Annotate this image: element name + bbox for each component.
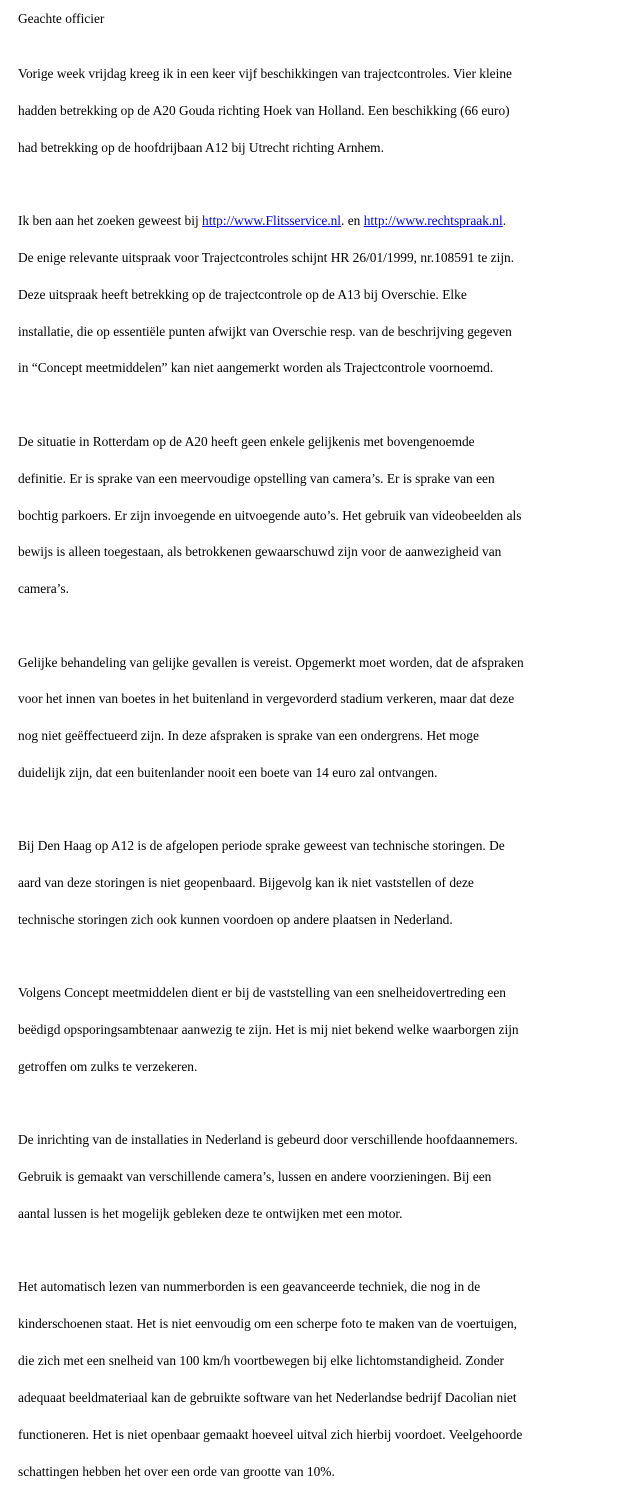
paragraph-line: Deze uitspraak heeft betrekking op de trajectcontrole op de A13 bij Overschie. Elke — [18, 286, 467, 302]
paragraph-line: nog niet geëffectueerd zijn. In deze afspraken is sprake van een ondergrens. Het moge — [18, 728, 479, 744]
rechtspraak-link[interactable]: http://www.rechtspraak.nl — [363, 213, 503, 229]
text-suffix: . — [502, 213, 507, 229]
paragraph-5 — [18, 819, 632, 948]
paragraph-4 — [18, 635, 632, 801]
paragraph-line: voor het innen van boetes in het buitenland in vergevorderd stadium verkeren, maar dat deze — [18, 691, 515, 707]
paragraph-3 — [18, 414, 632, 616]
paragraph-line: De enige relevante uitspraak voor Trajectcontroles schijnt HR 26/01/1999, nr.108591 te zijn. — [18, 250, 515, 266]
paragraph-line-with-links — [18, 212, 632, 230]
paragraph-line: getroffen om zulks te verzekeren. — [18, 1059, 198, 1075]
paragraph-line: functioneren. Het is niet openbaar gemaakt hoeveel uitval zich hierbij voordoet. Veelgehoorde — [18, 1426, 523, 1442]
paragraph-line: Gebruik is gemaakt van verschillende camera’s, lussen en andere voorzieningen. Bij een — [18, 1169, 492, 1185]
paragraph-line: Het automatisch lezen van nummerborden is een geavanceerde techniek, die nog in de — [18, 1279, 481, 1295]
paragraph-line: beëdigd opsporingsambtenaar aanwezig te zijn. Het is mij niet bekend welke waarborgen zijn — [18, 1022, 519, 1038]
paragraph-line: hadden betrekking op de A20 Gouda richting Hoek van Holland. Een beschikking (66 euro) — [18, 103, 510, 119]
paragraph-line: definitie. Er is sprake van een meervoudige opstelling van camera’s. Er is sprake van een — [18, 470, 495, 486]
paragraph-line: duidelijk zijn, dat een buitenlander nooit een boete van 14 euro zal ontvangen. — [18, 764, 438, 780]
paragraph-line: installatie, die op essentiële punten afwijkt van Overschie resp. van de beschrijving gegeven — [18, 323, 512, 339]
paragraph-line: Bij Den Haag op A12 is de afgelopen periode sprake geweest van technische storingen. De — [18, 838, 505, 854]
paragraph-line: Gelijke behandeling van gelijke gevallen is vereist. Opgemerkt moet worden, dat de afspraken — [18, 654, 524, 670]
text-middle: . en — [341, 213, 364, 229]
paragraph-line: De situatie in Rotterdam op de A20 heeft geen enkele gelijkenis met bovengenoemde — [18, 433, 475, 449]
paragraph-line: Vorige week vrijdag kreeg ik in een keer vijf beschikkingen van trajectcontroles. Vier kleine — [18, 66, 512, 82]
paragraph-line: die zich met een snelheid van 100 km/h voortbewegen bij elke lichtomstandigheid. Zonder — [18, 1353, 505, 1369]
paragraph-line: had betrekking op de hoofdrijbaan A12 bij Utrecht richting Arnhem. — [18, 139, 384, 155]
paragraph-line: adequaat beeldmateriaal kan de gebruikte software van het Nederlandse bedrijf Dacolian niet — [18, 1389, 517, 1405]
paragraph-line: aard van deze storingen is niet geopenbaard. Bijgevolg kan ik niet vaststellen of deze — [18, 875, 474, 891]
flitsservice-link[interactable]: http://www.Flitsservice.nl — [202, 213, 342, 229]
paragraph-line: bewijs is alleen toegestaan, als betrokkenen gewaarschuwd zijn voor de aanwezigheid van — [18, 544, 502, 560]
paragraph-6 — [18, 966, 632, 1095]
text-prefix: Ik ben aan het zoeken geweest bij — [18, 213, 203, 229]
paragraph-2 — [18, 194, 632, 396]
paragraph-line: aantal lussen is het mogelijk gebleken deze te ontwijken met een motor. — [18, 1206, 403, 1222]
paragraph-7 — [18, 1113, 632, 1242]
paragraph-line: in “Concept meetmiddelen” kan niet aangemerkt worden als Trajectcontrole voornoemd. — [18, 360, 494, 376]
paragraph-8 — [18, 1260, 632, 1499]
paragraph-line: technische storingen zich ook kunnen voordoen op andere plaatsen in Nederland. — [18, 912, 453, 928]
paragraph-line: kinderschoenen staat. Het is niet eenvoudig om een scherpe foto te maken van de voertuigen, — [18, 1316, 518, 1332]
paragraph-line: Volgens Concept meetmiddelen dient er bij de vaststelling van een snelheidovertreding een — [18, 985, 506, 1001]
paragraph-line: schattingen hebben het over een orde van grootte van 10%. — [18, 1463, 335, 1479]
paragraph-1 — [18, 47, 632, 176]
paragraph-line: camera’s. — [18, 581, 69, 597]
paragraph-line: bochtig parkoers. Er zijn invoegende en uitvoegende auto’s. Het gebruik van videobeelden als — [18, 507, 522, 523]
greeting: Geachte officier — [18, 11, 105, 26]
paragraph-line: De inrichting van de installaties in Nederland is gebeurd door verschillende hoofdaannemers. — [18, 1132, 518, 1148]
